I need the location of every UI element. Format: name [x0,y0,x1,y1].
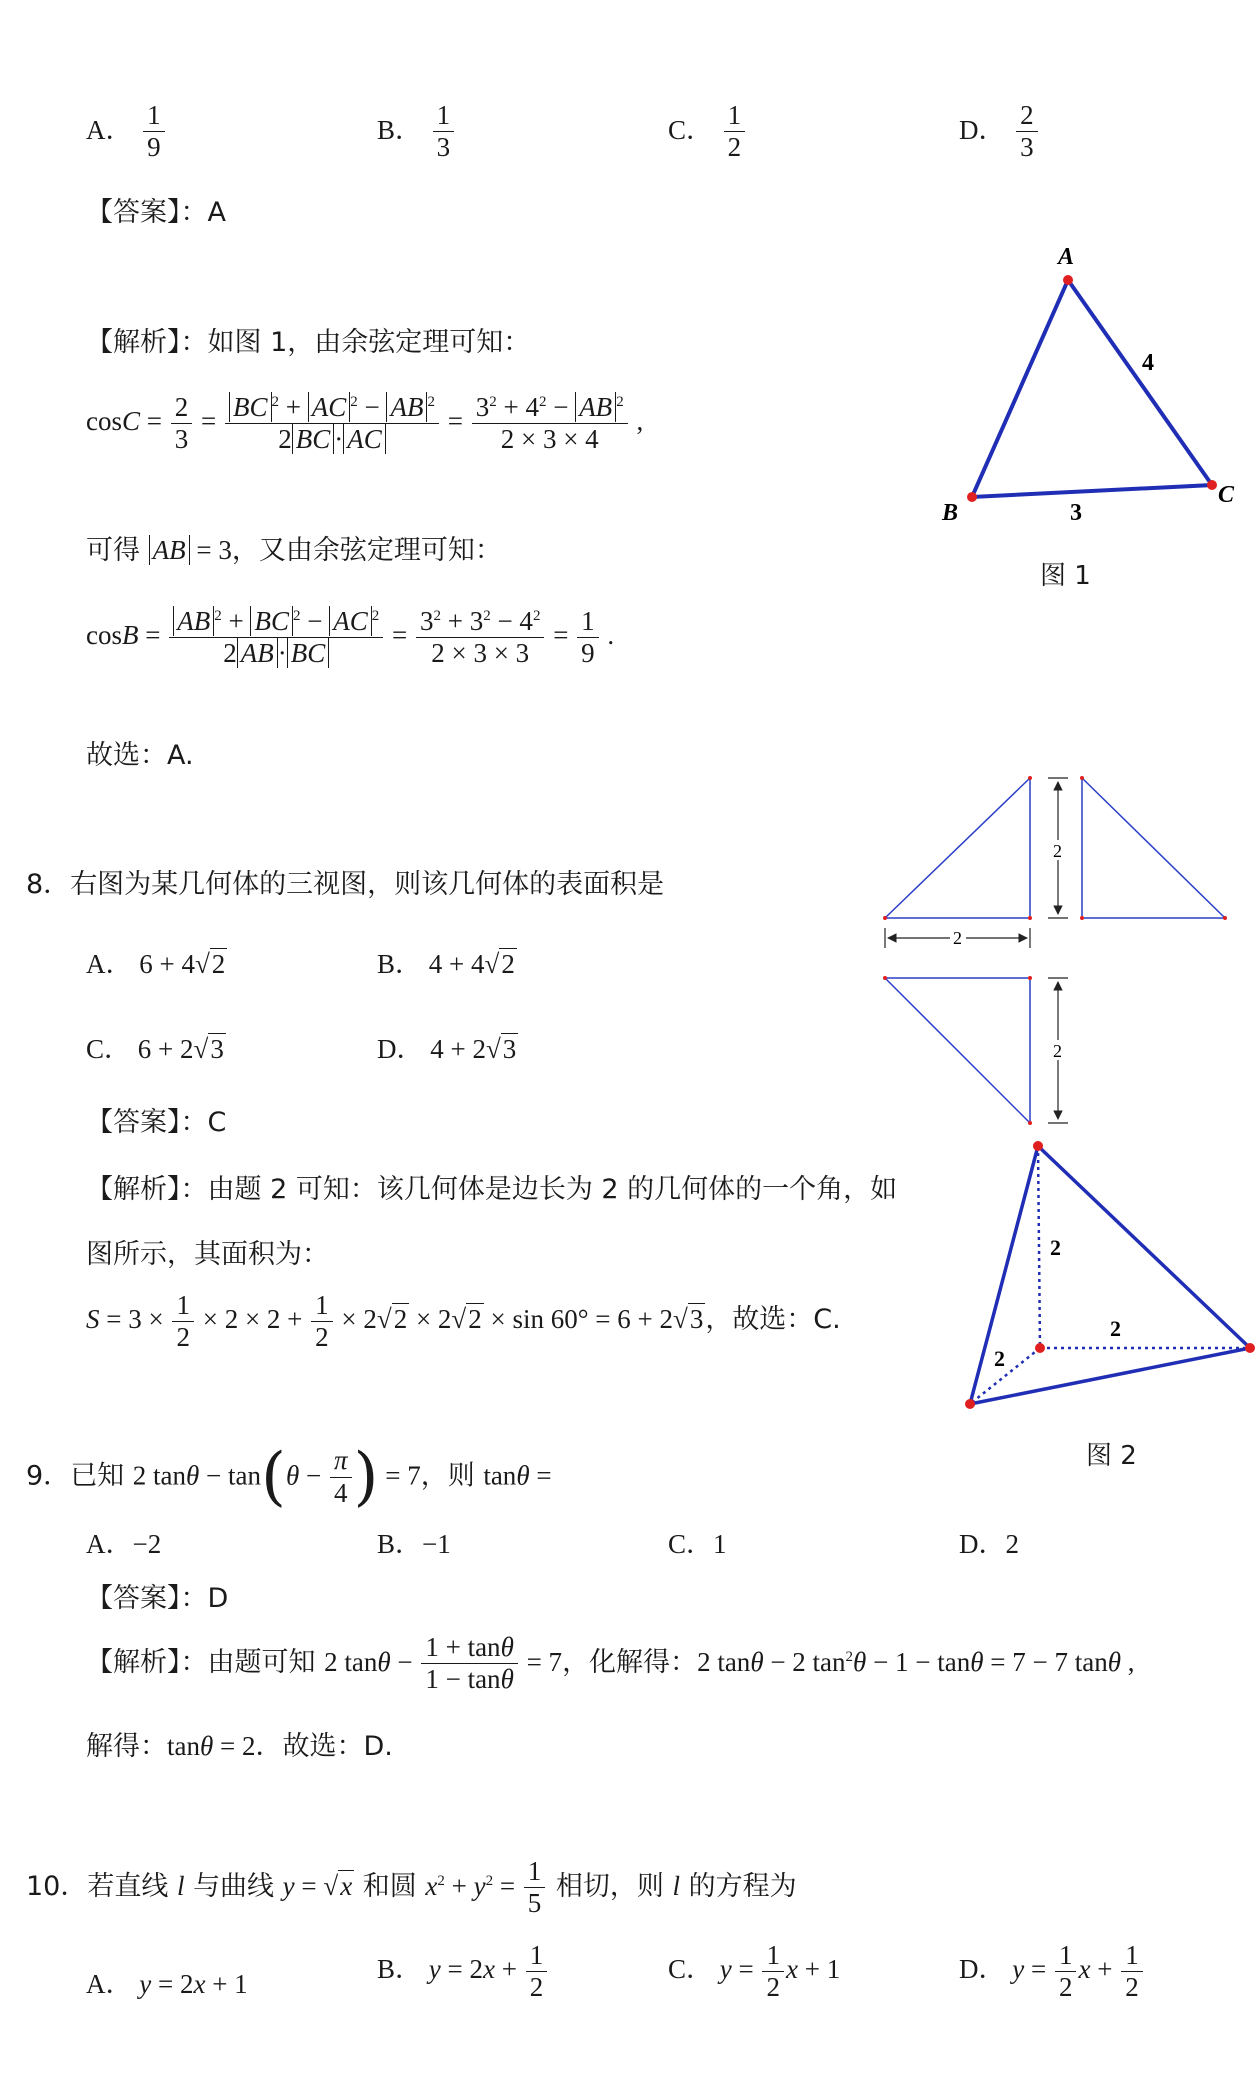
q7-option-b-label: B． [377,115,423,146]
q7-mid-line: 可得 AB = 3，又由余弦定理可知： [86,535,502,566]
side-view [1082,778,1225,918]
side-ac-label: 4 [1142,350,1154,376]
q8-number: 8． [26,869,71,900]
q7-option-d [959,100,1040,163]
edge-right-label: 2 [1110,1316,1121,1341]
q7-option-a-label: A． [86,115,133,146]
q7-option-d-label: D． [959,115,1006,146]
q8-option-b: B． 4 + 4√2 [377,949,515,979]
q7-cosb-formula: cosB = $\frac{AB ^2 + BC ^2 - AC ^2}{2 AB \cdot BC}$ = $\frac{3^2 + 3^2 - 4^2}{2 \times 3 \times 3}$ = $\frac{1}{9}$ . [86,606,615,669]
q10-stem: 10．若直线 l 与曲线 y = √x 和圆 $x^2 + y^2$ = $\frac{1}{5}$ 相切，则 l 的方程为 [26,1856,797,1919]
q8-answer: 【答案】：C [86,1107,227,1138]
q8-stem [26,862,664,901]
q8-stem-text: 右图为某几何体的三视图，则该几何体的表面积是 [70,869,665,900]
three-view-drawing [870,768,1240,1138]
q7-answer: 【答案】：A [86,197,226,228]
vertex-c-dot [1207,480,1217,490]
q9-option-b: B．−1 [377,1529,451,1559]
q7-conclusion: 故选：A. [86,740,194,771]
figure-1-triangle [930,240,1256,530]
triangle-abc [972,280,1212,497]
q8-area-formula: S = 3 × $\frac{1}{2}$ × 2 × 2 + $\frac{1}{2}$ × 2√2 × 2√2 × sin 60° = 6 + 2√3，故选：C. [86,1290,841,1353]
vertex-b-label: B [942,500,959,526]
q8-option-a: A． 6 + 4√2 [86,949,226,979]
q7-option-c-value: $\frac{1}{2}$ [724,100,746,163]
q10-option-b: B． y = 2x + $\frac{1}{2}$ [377,1940,549,2003]
vertex-c-label: C [1218,482,1235,508]
vertex-a-dot [1063,275,1073,285]
vertex-b-dot [967,492,977,502]
q9-analysis: 【解析】：由题可知 2 tanθ − $\frac{1 + \tan\theta}{1 - \tan\theta}$ = 7，化解得：2 tanθ − 2 $\tan^2\theta - 1 - \tan\theta = 7 - 7$ tanθ , [86,1632,1135,1695]
q9-option-c: C．1 [668,1529,727,1559]
front-view [885,778,1030,918]
q9-option-d: D．2 [959,1529,1019,1559]
q8-analysis-line2: 图所示，其面积为： [86,1239,329,1270]
q8-option-c: C． 6 + 2√3 [86,1034,224,1064]
top-depth-label: 2 [1053,1041,1062,1061]
vertex-a-label: A [1058,244,1075,270]
figure-2-solid [950,1140,1256,1440]
q9-number: 9． [26,1460,71,1492]
q8-option-d: D． 4 + 2√3 [377,1034,517,1064]
q7-option-c-label: C． [668,115,714,146]
figure-1-caption: 图 1 [1040,561,1091,591]
front-height-label: 2 [1053,841,1062,861]
edge-vertical-label: 2 [1050,1235,1061,1260]
front-width-label: 2 [953,928,962,948]
q9-option-a: A．−2 [86,1529,162,1559]
q9-solve: 解得：tanθ = 2．故选：D. [86,1731,393,1762]
q7-option-b-value: $\frac{1}{3}$ [433,100,455,163]
q7-option-b [377,100,456,163]
q7-cosc-formula: cosC = $\frac{2}{3}$ = $\frac{BC ^2 + AC ^2 - AB ^2}{2 BC \cdot AC}$ = $\frac{3^2 + 4^2 - AB ^2}{2 \times 3 \times 4}$ , [86,392,644,455]
q7-analysis-intro: 【解析】：如图 1，由余弦定理可知： [86,327,531,358]
q9-answer: 【答案】：D [86,1583,229,1614]
q8-analysis-line1: 【解析】：由题 2 可知：该几何体是边长为 2 的几何体的一个角，如 [86,1174,898,1205]
q7-option-a-value: $\frac{1}{9}$ [143,100,165,163]
q10-option-d: D． y = $\frac{1}{2}$ x + $\frac{1}{2}$ [959,1940,1145,2003]
figure-2-caption: 图 2 [1086,1441,1137,1471]
side-bc-label: 3 [1070,500,1082,526]
q7-option-a [86,100,167,163]
q9-stem: 9．已知 2 tanθ − tan(θ − $\frac{\pi}{4}$ ) = 7，则 tanθ = [26,1440,552,1514]
q7-option-d-value: $\frac{2}{3}$ [1016,100,1038,163]
q10-option-c: C． y = $\frac{1}{2}$ x + 1 [668,1940,841,2003]
q7-option-c [668,100,747,163]
edge-front-label: 2 [994,1346,1005,1371]
top-view [885,978,1030,1123]
q10-option-a: A． y = 2x + 1 [86,1969,248,1999]
